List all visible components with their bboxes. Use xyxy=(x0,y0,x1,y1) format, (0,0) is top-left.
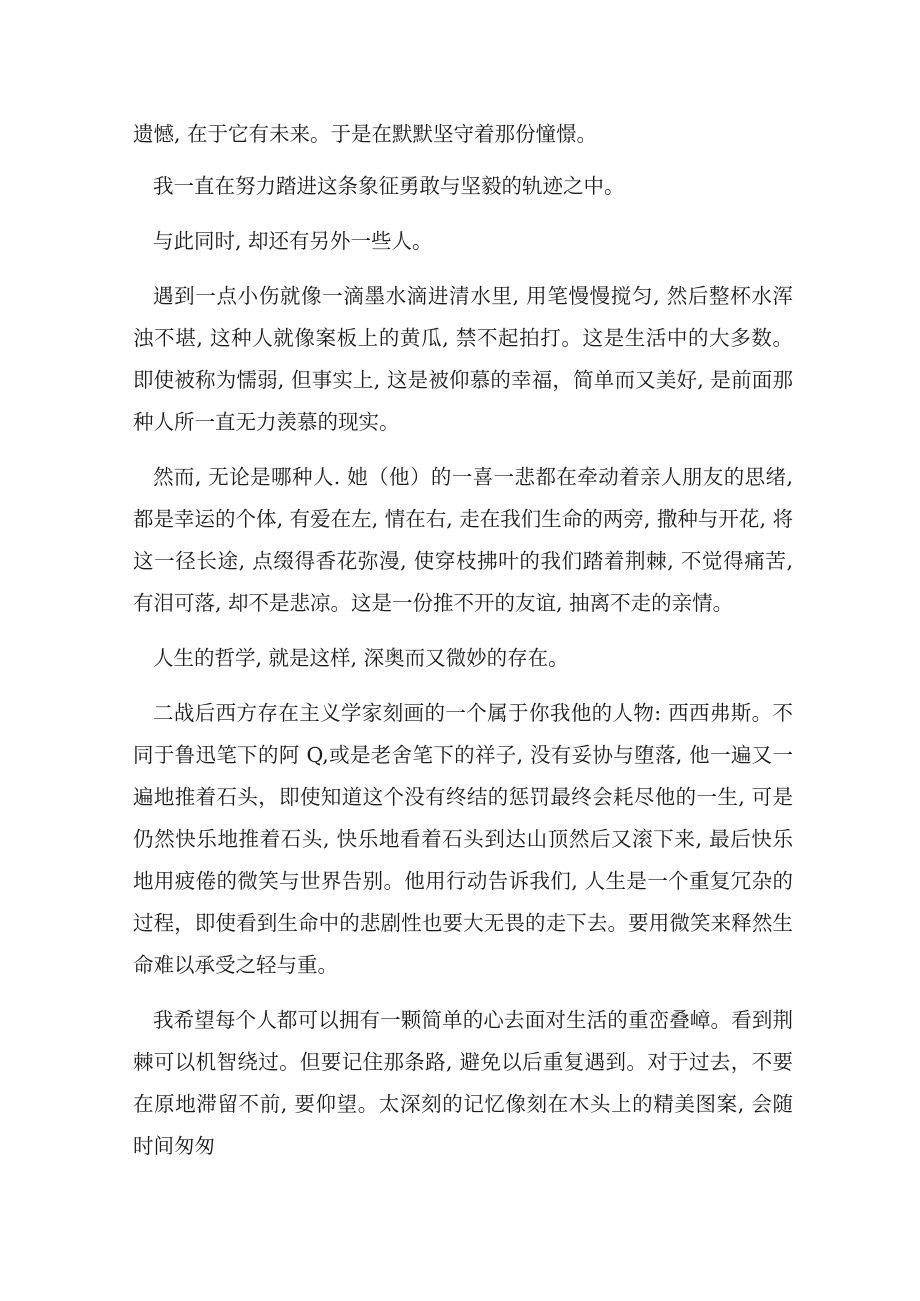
paragraph-7: 二战后西方存在主义学家刻画的一个属于你我他的人物: 西西弗斯。不同于鲁迅笔下的阿 Q,或是老舍笔下的祥子, 没有妥协与堕落, 他一遍又一遍地推着石头，即使知道这个没有终结的惩罚最终会耗尽他的一生, 可是仍然快乐地推着石头, 快乐地看着石头到达山顶然后又滚下来, 最后快乐地用疲倦的微笑与世界告别。他用行动告诉我们, 人生是一个重复冗杂的过程，即使看到生命中的悲剧性也要大无畏的走下去。要用微笑来释然生命难以承受之轻与重。 xyxy=(133,701,793,977)
paragraph-5: 然而, 无论是哪种人. 她（他）的一喜一悲都在牵动着亲人朋友的思绪, 都是幸运的个体, 有爱在左, 情在右, 走在我们生命的两旁, 撒种与开花, 将这一径长途, 点缀得香花弥漫, 使穿枝拂叶的我们踏着荆棘, 不觉得痛苦, 有泪可落, 却不是悲凉。这是一份推不开的友谊, 抽离不走的亲情。 xyxy=(133,465,793,615)
paragraph-1: 遗憾, 在于它有未来。于是在默默坚守着那份憧憬。 xyxy=(133,122,598,146)
document-page xyxy=(133,113,793,1180)
paragraph-8: 我希望每个人都可以拥有一颗简单的心去面对生活的重峦叠嶂。看到荆棘可以机智绕过。但要记住那条路, 避免以后重复遇到。对于过去，不要在原地滞留不前, 要仰望。太深刻的记忆像刻在木头上的精美图案, 会随时间匆匆 xyxy=(133,1008,793,1158)
paragraph-4: 遇到一点小伤就像一滴墨水滴进清水里, 用笔慢慢搅匀, 然后整杯水浑浊不堪, 这种人就像案板上的黄瓜, 禁不起拍打。这是生活中的大多数。即使被称为懦弱, 但事实上, 这是被仰慕的幸福，简单而又美好, 是前面那种人所一直无力羡慕的现实。 xyxy=(133,284,793,434)
paragraph-6: 人生的哲学, 就是这样, 深奥而又微妙的存在。 xyxy=(153,646,569,670)
paragraph-3: 与此同时, 却还有另外一些人。 xyxy=(153,229,433,253)
paragraph-2: 我一直在努力踏进这条象征勇敢与坚毅的轨迹之中。 xyxy=(153,174,625,198)
